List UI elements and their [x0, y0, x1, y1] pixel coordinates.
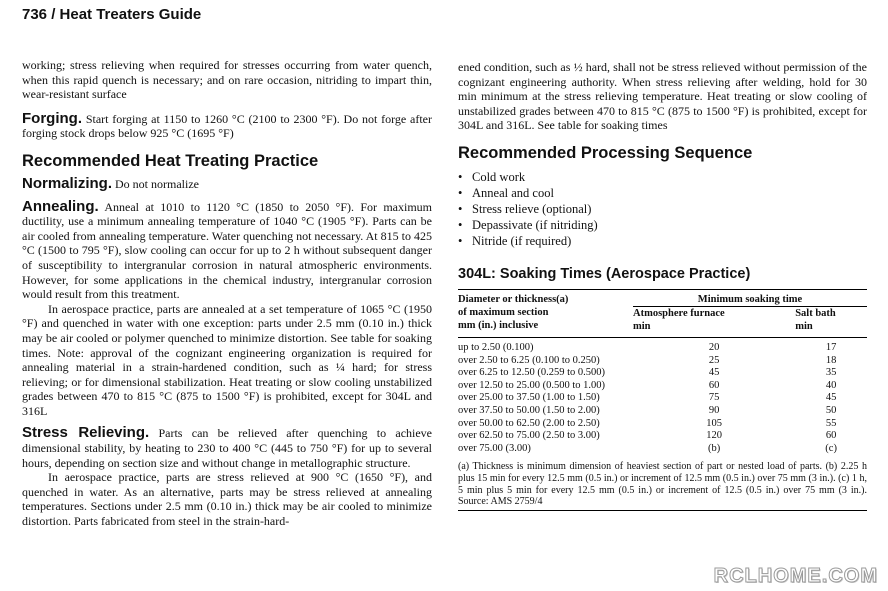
normalizing-text: Do not normalize [115, 176, 199, 191]
table-row [458, 430, 867, 443]
processing-sequence-title: Recommended Processing Sequence [458, 143, 753, 162]
annealing-aerospace-paragraph: In aerospace practice, parts are annealed at a set temperature of 1065 °C (1950 °F) and quenched in water with one exception: parts under 2.5 mm (0.10 in.) thick may be air cooled or polymer quenched to minimize distortion. See table for soaking times. Note: approval of the cognizant engineering organization is required for annealing material in a strain-hardened condition, such as ¼ hard; for stress relieving; or for dimensional stabilization. Heat treating or slow cooling unstabilized grades between 470 to 815 °C (875 to 1500 °F) is prohibited, except for 304L and 316L [22, 301, 432, 418]
col-atmosphere-unit: min [633, 320, 651, 332]
stress-relieving-paragraph [22, 426, 432, 470]
watermark: RCLHOME.COM [713, 565, 878, 587]
table-row [458, 367, 867, 380]
cell-thickness: over 75.00 (3.00) [458, 442, 531, 454]
col-salt-bath-header: Salt bath [795, 307, 836, 319]
table-row [458, 337, 867, 354]
cell-thickness: over 25.00 to 37.50 (1.00 to 1.50) [458, 392, 600, 404]
cell-salt-bath: 45 [825, 392, 837, 404]
table-row [458, 405, 867, 418]
cell-thickness: over 62.50 to 75.00 (2.50 to 3.00) [458, 430, 600, 442]
cell-salt-bath: 35 [825, 367, 837, 379]
cell-thickness: over 37.50 to 50.00 (1.50 to 2.00) [458, 404, 600, 416]
processing-sequence-list [458, 169, 867, 249]
table-row [458, 443, 867, 456]
cell-salt-bath: 18 [825, 354, 837, 366]
cell-salt-bath: 40 [825, 379, 837, 391]
intro-paragraph: working; stress relieving when required for stresses occurring from water quench, when this rapid quench is necessary; and on rare occasion, nitriding to impart thin, wear-resistant surface [22, 58, 432, 102]
cell-thickness: over 50.00 to 62.50 (2.00 to 2.50) [458, 417, 600, 429]
normalizing-heading: Normalizing. [22, 174, 113, 192]
right-column [458, 60, 867, 511]
soaking-table-title: 304L: Soaking Times (Aerospace Practice) [458, 265, 751, 282]
cell-salt-bath: 60 [825, 430, 837, 442]
min-soaking-time-header: Minimum soaking time [633, 289, 867, 306]
cell-thickness: up to 2.50 (0.100) [458, 341, 534, 353]
soaking-times-table [458, 289, 867, 455]
annealing-heading: Annealing. [22, 197, 99, 215]
sequence-item: • Cold work [458, 169, 867, 185]
continued-paragraph: ened condition, such as ½ hard, shall not be stress relieved without permission of the cognizant engineering authority. When stress relieving after welding, hold for 30 min minimum at the stress relieving temperature. Heat treating or slow cooling of unstabilized grades between 470 to 815 °C (875 to 1500 °F) is prohibited, except for 304L and 316L. See table for soaking times [458, 60, 867, 133]
page-header: 736 / Heat Treaters Guide [22, 6, 202, 23]
left-column [22, 58, 432, 529]
annealing-paragraph [22, 197, 433, 302]
col-diameter-header: Diameter or thickness(a) of maximum section mm (in.) inclusive [458, 293, 569, 331]
cell-atmosphere: 75 [708, 392, 720, 404]
normalizing-paragraph [22, 174, 432, 192]
cell-atmosphere: 60 [708, 379, 720, 391]
table-row [458, 418, 867, 431]
sequence-item: • Nitride (if required) [458, 233, 867, 249]
cell-atmosphere: 20 [708, 341, 720, 353]
cell-thickness: over 6.25 to 12.50 (0.259 to 0.500) [458, 367, 605, 379]
sequence-item: • Depassivate (if nitriding) [458, 217, 867, 233]
cell-atmosphere: 45 [708, 367, 720, 379]
table-row [458, 355, 867, 368]
cell-atmosphere: 105 [706, 417, 722, 429]
cell-salt-bath: 55 [825, 417, 837, 429]
cell-salt-bath: 50 [825, 404, 837, 416]
cell-atmosphere: 90 [708, 404, 720, 416]
cell-atmosphere: 25 [708, 354, 720, 366]
cell-thickness: over 2.50 to 6.25 (0.100 to 0.250) [458, 354, 600, 366]
cell-atmosphere: 120 [706, 430, 722, 442]
stress-relieving-heading: Stress Relieving. [22, 424, 150, 442]
table-row [458, 392, 867, 405]
table-footnotes: (a) Thickness is minimum dimension of heaviest section of part or nested load of parts. (b) 2.25 h plus 15 min for every 12.5 mm (0.5 in.) or increment of 12.5 mm (0.5 in.) over 75 mm (3 in.). (c) 1 h, 5 min plus 5 min for every 12.5 mm (0.5 in.) or increment of 12.5 (0.5 in.) over 75 mm (3 in.). Source: AMS 2759/4 [458, 461, 867, 510]
sequence-item: • Stress relieve (optional) [458, 201, 867, 217]
forging-text: Start forging at 1150 to 1260 °C (2100 to 2300 °F). Do not forge after forging stock drops below 925 °C (1695 °F) [22, 111, 433, 141]
stress-aerospace-paragraph: In aerospace practice, parts are stress relieved at 900 °C (1650 °F), and quenched in water. As an alternative, parts may be stress relieved at annealing temperatures. Sections under 2.5 mm (0.10 in.) thick may be air cooled to minimize distortion. Parts fabricated from steel in the strain-hard- [22, 470, 432, 529]
table-row [458, 380, 867, 393]
heat-treating-title: Recommended Heat Treating Practice [22, 151, 319, 170]
annealing-text: Anneal at 1010 to 1120 °C (1850 to 2050 °F). For maximum ductility, use a minimum annealing temperature of 1040 °C (1905 °F). Parts can be air cooled from annealing temperature. Water quenching not necessary. At 815 to 425 °C (1500 to 795 °F), slow cooling can occur for up to 2 h without subsequent danger of susceptibility to intergranular corrosion in natural atmospheric environments. However, for some applications in the chemical industry, intergranular corrosion would result from this treatment. [22, 199, 433, 302]
forging-heading: Forging. [22, 109, 82, 127]
cell-salt-bath: (c) [825, 442, 837, 454]
sequence-item: • Anneal and cool [458, 185, 867, 201]
col-atmosphere-header: Atmosphere furnace [633, 307, 725, 319]
cell-atmosphere: (b) [707, 442, 721, 454]
forging-paragraph [22, 109, 433, 141]
col-salt-bath-unit: min [795, 320, 813, 332]
cell-salt-bath: 17 [825, 341, 837, 353]
cell-thickness: over 12.50 to 25.00 (0.500 to 1.00) [458, 379, 605, 391]
stress-relieving-text: Parts can be relieved after quenching to achieve dimensional stability, by heating to 230 to 400 °C (445 to 750 °F) for up to several hours, depending on section size and without change in metallographic structure. [22, 426, 433, 470]
